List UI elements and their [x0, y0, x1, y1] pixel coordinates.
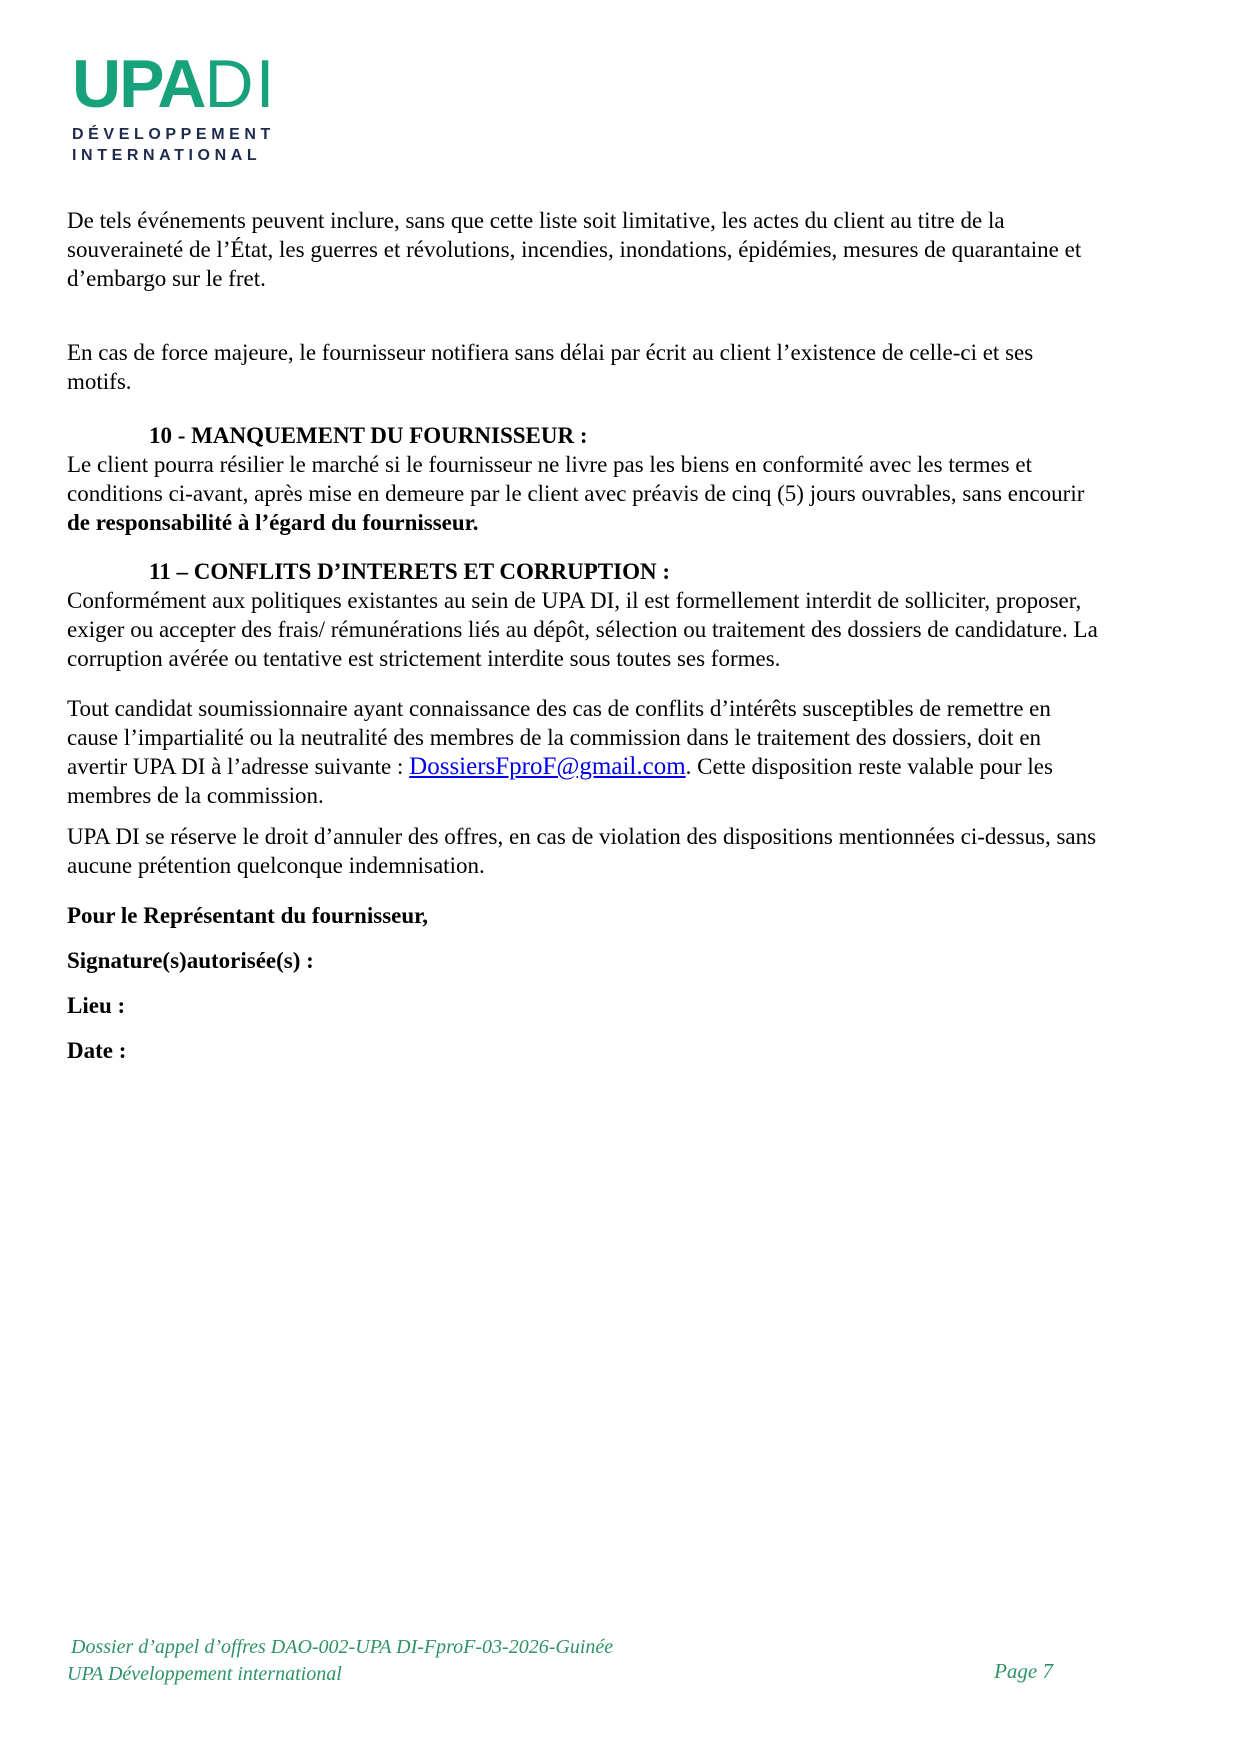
- logo-subtitle: [72, 124, 277, 166]
- footer-dossier-line: Dossier d’appel d’offres DAO-002-UPA DI-FproF-03-2026-Guinée: [71, 1636, 614, 1658]
- paragraph-section-10: [67, 450, 1102, 537]
- section-11-text-after-email: . Cette disposition reste valable pour les membres de la commission.: [67, 754, 1053, 808]
- section-10-text-normal: Le client pourra résilier le marché si le fournisseur ne livre pas les biens en conformité avec les termes et conditions ci-avant, après mise en demeure par le client avec préavis de cinq (5) jours ouvrables, sans encourir: [67, 452, 1085, 506]
- logo-di-text: DI: [204, 46, 277, 122]
- footer-org-line: UPA Développement international: [67, 1663, 342, 1685]
- logo-subtitle-line2: INTERNATIONAL: [72, 147, 262, 164]
- section-11-heading: 11 – CONFLITS D’INTERETS ET CORRUPTION :: [149, 559, 671, 584]
- footer-page-number: Page 7: [994, 1659, 1053, 1683]
- logo-wordmark: [72, 46, 277, 122]
- upadi-logo: [72, 46, 277, 166]
- paragraph-force-majeure-notification: En cas de force majeure, le fournisseur notifiera sans délai par écrit au client l’existence de celle-ci et ses motifs.: [67, 340, 1034, 394]
- signature-label: Signature(s)autorisée(s) :: [67, 948, 314, 973]
- section-11-text-before-email: Tout candidat soumissionnaire ayant connaissance des cas de conflits d’intérêts susceptibles de remettre en cause l’impartialité ou la neutralité des membres de la commission dans le traitement des dossiers, doit en avertir UPA DI à l’adresse suivante :: [67, 696, 1051, 779]
- paragraph-force-majeure-events: De tels événements peuvent inclure, sans que cette liste soit limitative, les actes du client au titre de la souveraineté de l’État, les guerres et révolutions, incendies, inondations, épidémies, mesures de quarantaine et d’embargo sur le fret.: [67, 208, 1082, 291]
- email-link[interactable]: DossiersFproF@gmail.com: [409, 753, 686, 780]
- footer-document-reference: [67, 1634, 613, 1688]
- section-10-heading: 10 - MANQUEMENT DU FOURNISSEUR :: [149, 423, 588, 448]
- paragraph-section-11-conflicts: [67, 694, 1102, 810]
- lieu-label: Lieu :: [67, 993, 126, 1018]
- paragraph-annulation: UPA DI se réserve le droit d’annuler des offres, en cas de violation des dispositions mentionnées ci-dessus, sans aucune prétention quelconque indemnisation.: [67, 824, 1097, 878]
- signature-intro-label: Pour le Représentant du fournisseur,: [67, 903, 428, 928]
- logo-subtitle-line1: DÉVELOPPEMENT: [72, 126, 275, 143]
- paragraph-section-11-corruption: Conformément aux politiques existantes au sein de UPA DI, il est formellement interdit de solliciter, proposer, exiger ou accepter des frais/ rémunérations liés au dépôt, sélection ou traitement des dossiers de candidature. La corruption avérée ou tentative est strictement interdite sous toutes ses formes.: [67, 588, 1098, 671]
- logo-upa-text: UPA: [72, 46, 205, 122]
- date-label: Date :: [67, 1038, 127, 1063]
- document-body: [67, 206, 1102, 1081]
- section-10-text-bold: de responsabilité à l’égard du fournisseur.: [67, 510, 479, 535]
